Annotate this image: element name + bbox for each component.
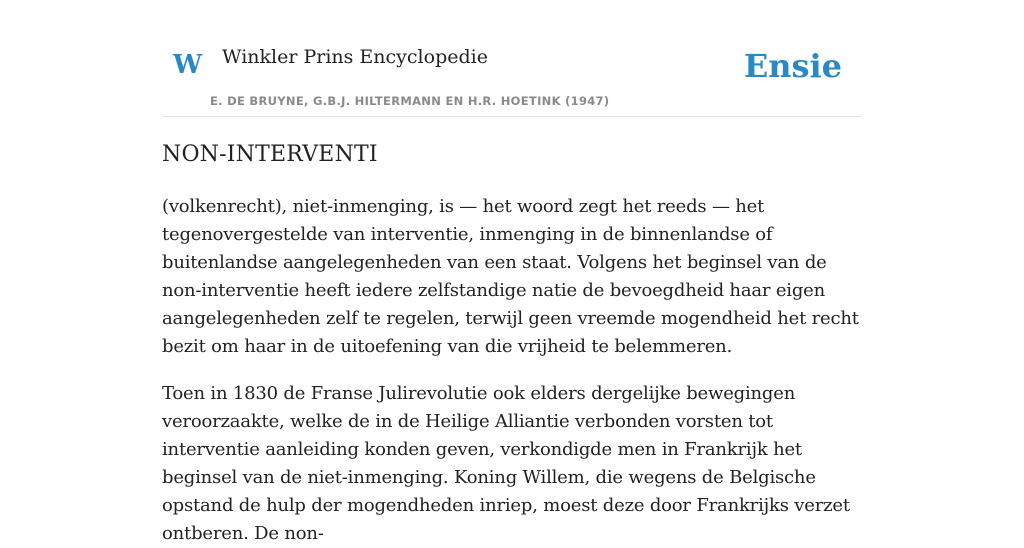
article-title: NON-INTERVENTI bbox=[162, 142, 378, 167]
brand-logo[interactable]: Ensie bbox=[743, 47, 842, 85]
site-header bbox=[162, 0, 862, 117]
publication-authors: E. DE BRUYNE, G.B.J. HILTERMANN EN H.R. HOETINK (1947) bbox=[210, 94, 610, 108]
article bbox=[162, 138, 862, 548]
publication-title[interactable]: Winkler Prins Encyclopedie bbox=[222, 46, 488, 68]
publication-logo[interactable]: W bbox=[173, 50, 203, 80]
article-paragraph: Toen in 1830 de Franse Julirevolutie ook elders dergelijke bewegingen veroorzaakte, welke de in de Heilige Alliantie verbonden vorsten tot interventie aanleiding konden geven, verkondigde men in Frankrijk het beginsel van de niet-inmenging. Koning Willem, die wegens de Belgische opstand de hulp der mogendheden inriep, moest deze door Frankrijks verzet ontberen. De non- bbox=[162, 383, 850, 544]
article-paragraph: (volkenrecht), niet-inmenging, is — het woord zegt het reeds — het tegenovergestelde van interventie, inmenging in de binnenlandse of buitenlandse aangelegenheden van een staat. Volgens het beginsel van de non-interventie heeft iedere zelfstandige natie de bevoegdheid haar eigen aangelegenheden zelf te regelen, terwijl geen vreemde mogendheid het recht bezit om haar in de uitoefening van die vrijheid te belemmeren. bbox=[162, 196, 859, 357]
